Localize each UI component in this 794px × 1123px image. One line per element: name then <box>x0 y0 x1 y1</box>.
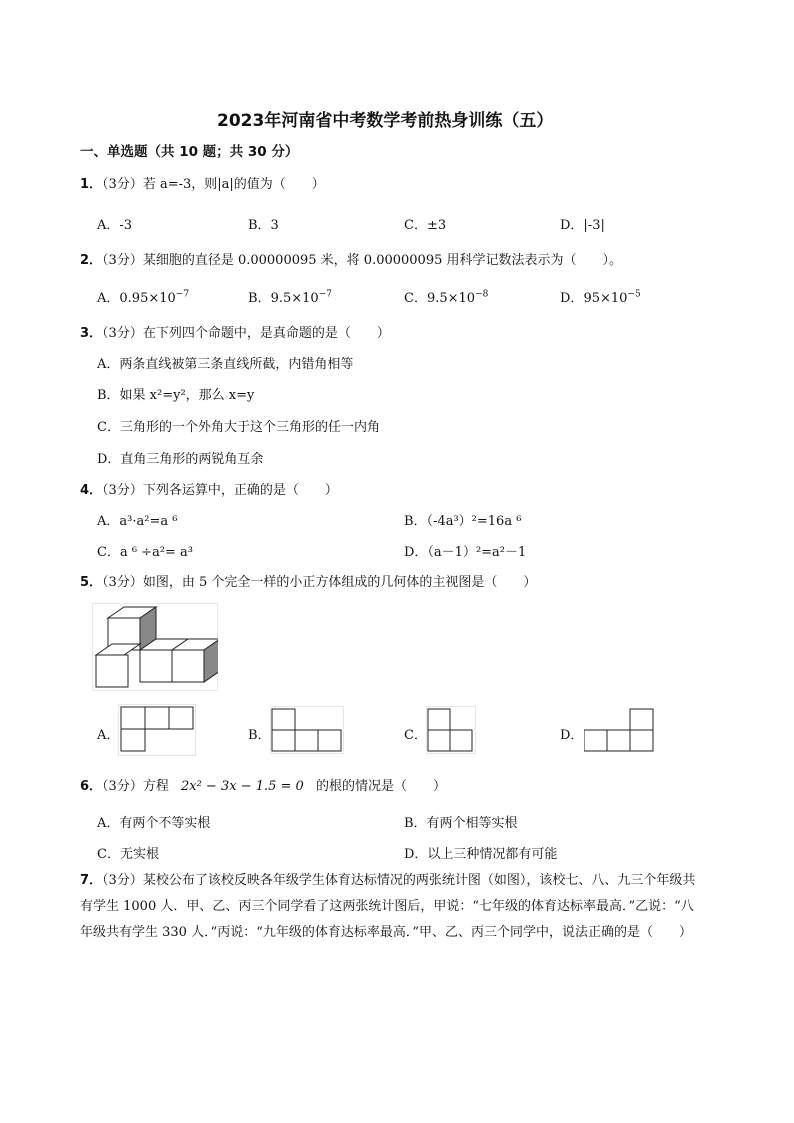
option-c-label[interactable]: C． <box>404 728 427 743</box>
option-a-view[interactable] <box>118 704 196 756</box>
question-number: 2． <box>80 253 103 268</box>
option-b-view[interactable] <box>270 706 344 754</box>
question-number: 3． <box>80 326 103 341</box>
equation: 2x² − 3x − 1.5 = 0 <box>180 779 304 794</box>
question-stem: 如图，由 5 个完全一样的小正方体组成的几何体的主视图是（ ） <box>142 575 537 590</box>
question-number: 1． <box>80 177 103 192</box>
section-heading: 一、单选题（共 10 题；共 30 分） <box>80 144 299 160</box>
option-d[interactable]: D．|-3| <box>560 218 605 233</box>
question-number: 5． <box>80 575 103 590</box>
question-stem-prefix: 方程 <box>142 779 169 794</box>
option-a[interactable] <box>97 287 189 306</box>
question-score: （3分） <box>102 253 143 268</box>
option-value: 9.5×10 <box>270 291 319 306</box>
option-value: 0.95×10 <box>119 291 176 306</box>
option-a[interactable]: A．-3 <box>97 218 133 233</box>
option-b[interactable]: B．3 <box>248 218 279 233</box>
option-c[interactable]: C．三角形的一个外角大于这个三角形的任一内角 <box>97 420 380 435</box>
question-3 <box>80 322 390 341</box>
question-score: （3分） <box>102 326 143 341</box>
option-label: D． <box>560 291 584 306</box>
option-a[interactable]: A．有两个不等实根 <box>97 816 211 831</box>
cube-solid-figure <box>92 603 218 691</box>
question-5 <box>80 571 536 590</box>
option-label: C． <box>404 291 427 306</box>
option-value: 9.5×10 <box>426 291 476 306</box>
question-7 <box>80 868 700 946</box>
option-a[interactable]: A．两条直线被第三条直线所截，内错角相等 <box>97 357 354 372</box>
option-d-label[interactable]: D． <box>560 728 584 743</box>
question-score: （3分） <box>102 483 143 498</box>
question-2 <box>80 249 622 268</box>
question-stem: 下列各运算中，正确的是（ ） <box>142 483 338 498</box>
option-c[interactable]: C．±3 <box>404 218 447 233</box>
option-b[interactable]: B．如果 x²=y²，那么 x=y <box>97 388 255 403</box>
option-exponent: −7 <box>175 289 190 300</box>
option-exponent: −5 <box>627 289 641 300</box>
question-stem: 某细胞的直径是 0.00000095 米，将 0.00000095 用科学记数法表示为（ ）。 <box>142 253 623 268</box>
option-b[interactable]: B．有两个相等实根 <box>404 816 518 831</box>
question-score: （3分） <box>102 873 143 888</box>
question-stem: 某校公布了该校反映各年级学生体育达标情况的两张统计图（如图），该校七、八、九三个年级共有学生 1000 人．甲、乙、丙三个同学看了这两张统计图后，甲说：“七年级的体育达标率最高．”乙说：“八年级共有学生 330 人．”丙说：“九年级的体育达标率最高．”甲、乙、丙三个同学中，说法正确的是（ ） <box>80 873 696 940</box>
question-4 <box>80 479 338 498</box>
option-b[interactable]: B．（-4a³）²=16a ⁶ <box>404 514 522 529</box>
option-d-view[interactable] <box>584 706 656 754</box>
option-value: 95×10 <box>583 291 628 306</box>
option-c-view[interactable] <box>426 706 476 754</box>
option-label: B． <box>248 291 271 306</box>
question-stem-suffix: 的根的情况是（ ） <box>315 779 446 794</box>
question-number: 4． <box>80 483 103 498</box>
option-c[interactable]: C．无实根 <box>97 847 159 862</box>
option-a-label[interactable]: A． <box>97 728 120 743</box>
option-c[interactable] <box>404 287 488 306</box>
option-d[interactable]: D．（a－1）²=a²－1 <box>404 545 527 560</box>
option-label: A． <box>97 291 120 306</box>
question-stem: 在下列四个命题中，是真命题的是（ ） <box>142 326 390 341</box>
question-number: 6． <box>80 779 103 794</box>
question-1 <box>80 173 325 192</box>
option-d[interactable] <box>560 287 641 306</box>
option-b[interactable] <box>248 287 332 306</box>
question-number: 7． <box>80 873 103 888</box>
option-a[interactable]: A．a³·a²=a ⁶ <box>97 514 178 529</box>
question-score: （3分） <box>102 575 143 590</box>
question-score: （3分） <box>102 177 143 192</box>
page-title: 2023年河南省中考数学考前热身训练（五） <box>217 111 554 131</box>
option-d[interactable]: D．直角三角形的两锐角互余 <box>97 452 264 467</box>
option-d[interactable]: D．以上三种情况都有可能 <box>404 847 558 862</box>
question-6 <box>80 775 446 794</box>
option-b-label[interactable]: B． <box>248 728 271 743</box>
option-exponent: −7 <box>318 289 332 300</box>
option-c[interactable]: C．a ⁶ ÷a²= a³ <box>97 545 194 560</box>
question-score: （3分） <box>102 779 143 794</box>
question-stem: 若 a=-3，则|a|的值为（ ） <box>142 177 325 192</box>
option-exponent: −8 <box>475 289 489 300</box>
